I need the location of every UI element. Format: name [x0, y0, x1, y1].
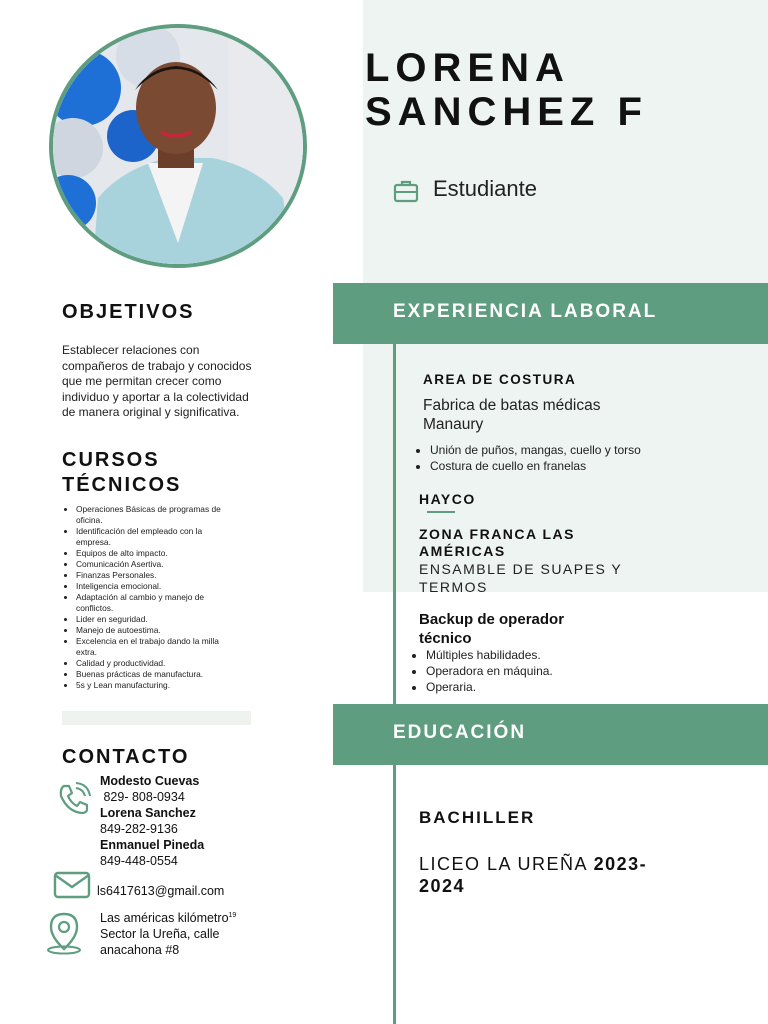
address-line-1 [100, 908, 236, 926]
job3-tasks [412, 647, 553, 695]
name-line-1: LORENA [365, 46, 570, 90]
role-title: Estudiante [433, 176, 537, 201]
curso-item: • Excelencia en el trabajo dando la milla extra. [76, 636, 226, 658]
curso-item: • Finanzas Personales. [76, 570, 226, 581]
objetivos-heading: OBJETIVOS [62, 301, 195, 323]
address-text: Las américas kilómetro [100, 911, 229, 926]
mail-icon [53, 871, 91, 904]
profile-photo-illustration [53, 28, 303, 264]
job1-title: AREA DE COSTURA [423, 372, 577, 387]
timeline-line-educacion [393, 765, 396, 1024]
address [100, 908, 236, 958]
location-pin-icon [45, 911, 83, 960]
contact-list [100, 773, 204, 869]
address-line-2: Sector la Ureña, calle [100, 927, 220, 942]
contact-phone[interactable]: 829- 808-0934 [100, 790, 185, 804]
contact-name: Lorena Sanchez [100, 806, 196, 820]
job1-company-line-2: Manaury [423, 416, 484, 433]
curso-item: • Operaciones Básicas de programas de oficina. [76, 504, 226, 526]
job1-task: • Unión de puños, mangas, cuello y torso [430, 442, 641, 458]
education-degree: BACHILLER [419, 808, 536, 827]
briefcase-icon [393, 179, 419, 208]
experiencia-header-bar [333, 283, 768, 344]
job2-zone [419, 526, 575, 560]
phone-icon [56, 782, 92, 821]
education-school-line-2: 2024 [419, 876, 466, 896]
curso-item: • Identificación del empleado con la empresa. [76, 526, 226, 548]
job3-task: • Operadora en máquina. [426, 663, 553, 679]
cursos-heading-line-1: CURSOS [62, 449, 160, 471]
job2-description [419, 560, 622, 596]
address-superscript: 19 [228, 912, 237, 919]
job3-task: • Múltiples habilidades. [426, 647, 553, 663]
job2-description-line-2: TERMOS [419, 579, 488, 595]
contact-phone[interactable]: 849-282-9136 [100, 822, 178, 836]
job1-company [423, 396, 600, 434]
job3-title-line-2: técnico [419, 630, 472, 647]
curso-item: • Lider en seguridad. [76, 614, 226, 625]
curso-item: • Buenas prácticas de manufactura. [76, 669, 226, 680]
job3-title-line-1: Backup de operador [419, 611, 565, 628]
educacion-header-bar [333, 704, 768, 765]
job1-company-line-1: Fabrica de batas médicas [423, 397, 601, 414]
curso-item: • Inteligencia emocional. [76, 581, 226, 592]
address-line-3: anacahona #8 [100, 943, 180, 958]
objetivos-text: Establecer relaciones con compañeros de trabajo y conocidos que me permitan crecer como individuo y aportar a la colectividad de manera original y significativa. [62, 343, 252, 419]
curso-item: • Manejo de autoestima. [76, 625, 226, 636]
school-name: LICEO LA UREÑA [419, 854, 594, 874]
section-divider [62, 711, 251, 725]
contacto-heading: CONTACTO [62, 746, 190, 768]
job3-title [419, 610, 564, 648]
curso-item: • Calidad y productividad. [76, 658, 226, 669]
email-address[interactable]: ls6417613@gmail.com [97, 884, 225, 898]
job2-title: HAYCO [419, 491, 476, 507]
profile-photo [49, 24, 307, 268]
curso-item: • Equipos de alto impacto. [76, 548, 226, 559]
name-line-2: SANCHEZ F [365, 90, 648, 134]
curso-item: • Adaptación al cambio y manejo de conflictos. [76, 592, 226, 614]
job1-task: • Costura de cuello en franelas [430, 458, 641, 474]
education-school-line-1 [419, 853, 647, 875]
job2-zone-line-1: ZONA FRANCA LAS [419, 526, 576, 542]
contact-phone[interactable]: 849-448-0554 [100, 854, 178, 868]
job1-tasks [416, 442, 641, 474]
full-name [365, 46, 648, 134]
timeline-line-experiencia [393, 344, 396, 704]
contact-name: Enmanuel Pineda [100, 838, 205, 852]
cursos-list [62, 504, 226, 691]
educacion-heading: EDUCACIÓN [393, 722, 527, 743]
curso-item: • Comunicación Asertiva. [76, 559, 226, 570]
cursos-heading [62, 448, 181, 498]
education-school [419, 853, 647, 897]
job2-underline [427, 511, 455, 513]
job2-zone-line-2: AMÉRICAS [419, 543, 506, 559]
curso-item: • 5s y Lean manufacturing. [76, 680, 226, 691]
job3-task: • Operaria. [426, 679, 553, 695]
school-years: 2023- [593, 854, 648, 874]
job2-description-line-1: ENSAMBLE DE SUAPES Y [419, 561, 623, 577]
experiencia-heading: EXPERIENCIA LABORAL [393, 301, 658, 322]
cursos-heading-line-2: TÉCNICOS [62, 474, 182, 496]
contact-name: Modesto Cuevas [100, 774, 200, 788]
